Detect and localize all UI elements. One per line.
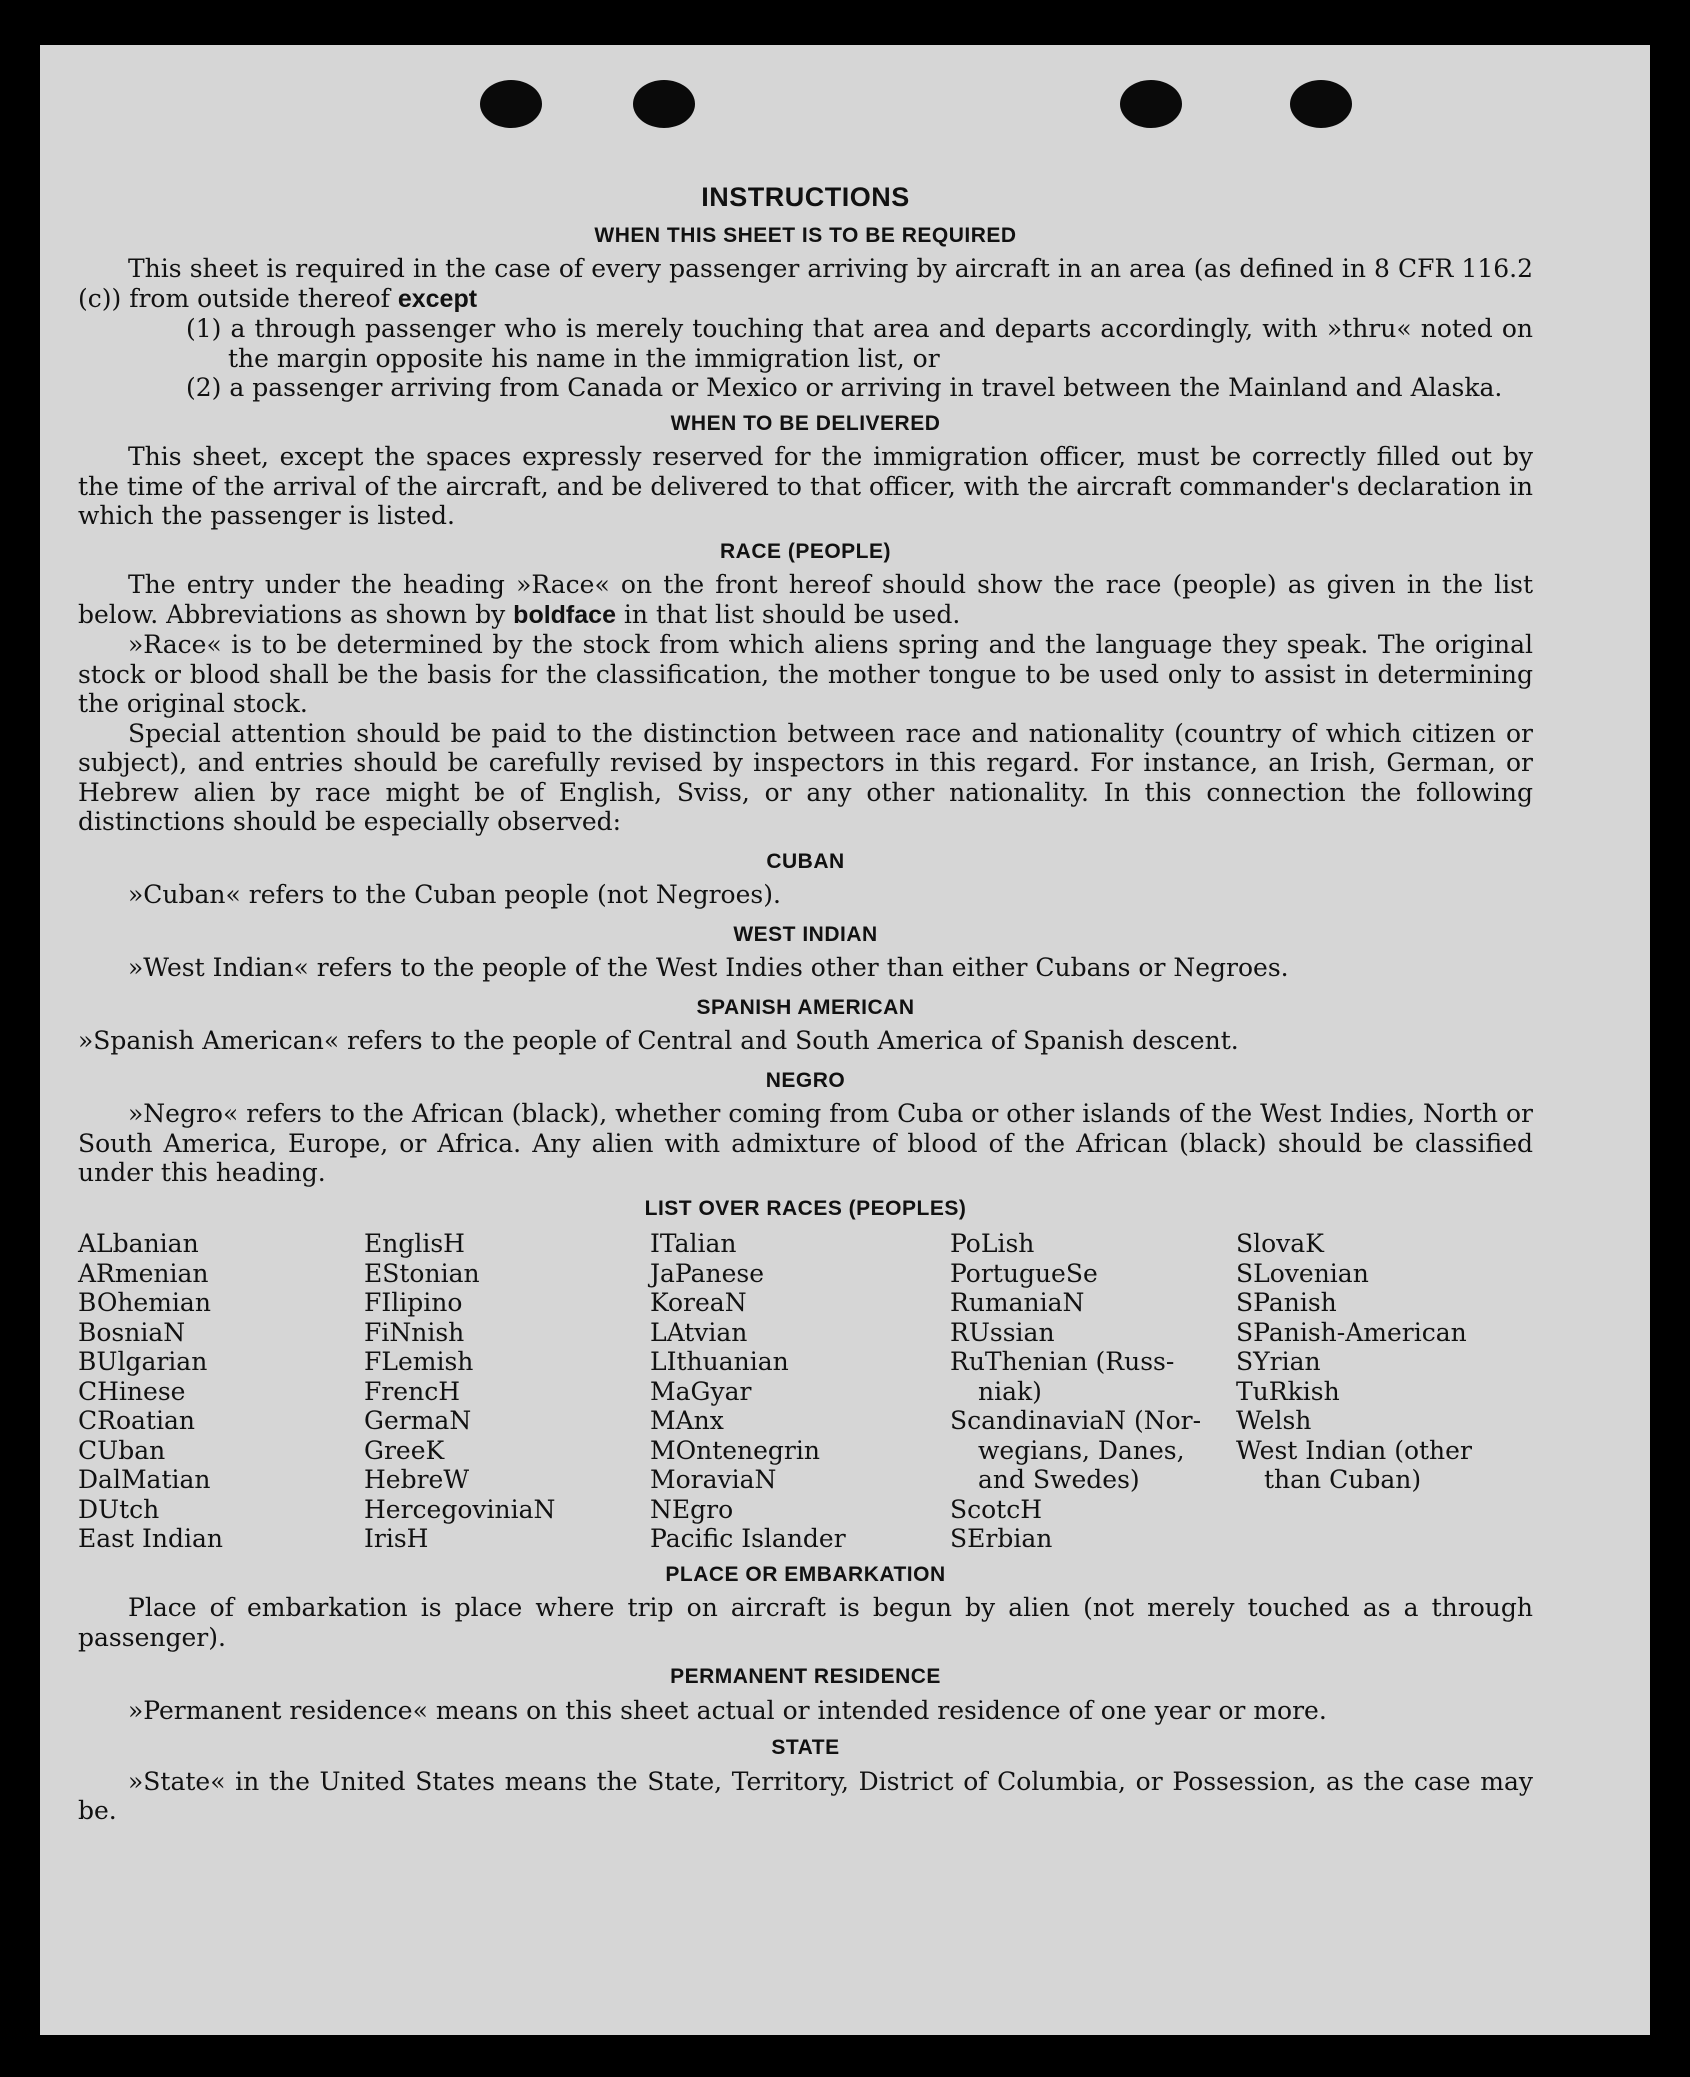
race-item: Pacific Islander <box>650 1524 846 1553</box>
punch-hole <box>1120 80 1182 128</box>
section-heading-state: STATE <box>771 1736 840 1759</box>
race-column-1 <box>78 1229 364 1554</box>
race-list <box>78 1229 1533 1554</box>
race-item: MaGyar <box>650 1376 752 1406</box>
required-item-2: (2) a passenger arriving from Canada or Mexico or arriving in travel between the Mainland and Alaska. <box>186 373 1503 402</box>
section-heading-delivered: WHEN TO BE DELIVERED <box>670 411 941 435</box>
race-item: CUban <box>78 1435 166 1465</box>
race-column-5 <box>1236 1229 1533 1554</box>
section-heading-embarkation: PLACE OR EMBARKATION <box>665 1562 946 1586</box>
race-item: FrencH <box>364 1376 460 1406</box>
race-item: KoreaN <box>650 1288 747 1317</box>
race-item: EStonian <box>364 1258 480 1288</box>
race-item: HercegoviniaN <box>364 1494 556 1524</box>
race-item: FiNnish <box>364 1317 465 1347</box>
section-heading-race: RACE (PEOPLE) <box>719 539 891 563</box>
race-item: FLemish <box>364 1347 474 1376</box>
race-item: ALbanian <box>78 1229 199 1258</box>
race-item: niak) <box>978 1376 1042 1406</box>
race-item: RumaniaN <box>950 1288 1085 1317</box>
section-heading-residence: PERMANENT RESIDENCE <box>670 1665 941 1688</box>
section-heading-cuban: CUBAN <box>766 849 845 873</box>
race-item: LAtvian <box>650 1317 748 1347</box>
negro-text: »Negro« refers to the African (black), whether coming from Cuba or other islands of the West Indies, North or South America, Europe, or Africa. Any alien with admixture of blood of the African (black) should be classified under this heading. <box>78 1099 1533 1187</box>
race-item: CRoatian <box>78 1406 195 1435</box>
race-item: DUtch <box>78 1494 160 1524</box>
section-heading-required: WHEN THIS SHEET IS TO BE REQUIRED <box>594 223 1017 247</box>
race-item: BosniaN <box>78 1317 186 1347</box>
residence-text: »Permanent residence« means on this sheet actual or intended residence of one year or more. <box>128 1695 1327 1725</box>
instructions-content <box>78 177 1533 1826</box>
race-paragraph-2: »Race« is to be determined by the stock from which aliens spring and the language they speak. The original stock or blood shall be the basis for the classification, the mother tongue to be used only to assist in determining the original stock. <box>78 630 1533 718</box>
punch-hole <box>480 80 542 128</box>
race-item: IrisH <box>364 1524 429 1553</box>
race-item: SLovenian <box>1236 1258 1369 1288</box>
race-item: wegians, Danes, <box>978 1435 1185 1465</box>
race-item: SErbian <box>950 1524 1053 1553</box>
embarkation-text: Place of embarkation is place where trip on aircraft is begun by alien (not merely touched as a through passenger). <box>78 1593 1533 1652</box>
race-item: MAnx <box>650 1406 724 1435</box>
punch-hole <box>1290 80 1352 128</box>
west-indian-text: »West Indian« refers to the people of the West Indies other than either Cubans or Negroes. <box>128 953 1289 982</box>
race-item: GreeK <box>364 1435 445 1465</box>
race-item: ScotcH <box>950 1494 1043 1524</box>
state-text: »State« in the United States means the State, Territory, District of Columbia, or Possession, as the case may be. <box>78 1766 1533 1825</box>
delivered-text: This sheet, except the spaces expressly reserved for the immigration officer, must be correctly filled out by the time of the arrival of the aircraft, and be delivered to that officer, with the aircraft commander's declaration in which the passenger is listed. <box>78 442 1533 530</box>
race-column-4 <box>950 1229 1236 1554</box>
race-paragraph-3: Special attention should be paid to the distinction between race and nationality (country of which citizen or subject), and entries should be carefully revised by inspectors in this regard. For instance, an Irish, German, or Hebrew alien by race might be of English, Sviss, or any other nationality. In this connection the following distinctions should be especially observed: <box>78 718 1533 836</box>
required-intro: This sheet is required in the case of every passenger arriving by aircraft in an area (as defined in 8 CFR 116.2 (c)) from outside thereof except <box>78 254 1533 313</box>
race-item: TuRkish <box>1236 1376 1340 1406</box>
race-item: BUlgarian <box>78 1347 208 1376</box>
race-item: LIthuanian <box>650 1347 789 1376</box>
race-item: GermaN <box>364 1406 472 1435</box>
cuban-text: »Cuban« refers to the Cuban people (not Negroes). <box>128 880 781 909</box>
spanish-american-text: »Spanish American« refers to the people of Central and South America of Spanish descent. <box>78 1026 1239 1055</box>
race-column-3 <box>650 1229 950 1554</box>
race-item: SYrian <box>1236 1347 1321 1376</box>
race-paragraph-1: The entry under the heading »Race« on the front hereof should show the race (people) as given in the list below. Abbreviations as shown by boldface in that list should be used. <box>78 570 1533 629</box>
required-item-1: (1) a through passenger who is merely touching that area and departs accordingly, with »thru« noted on the margin opposite his name in the immigration list, or <box>186 314 1533 373</box>
race-item: NEgro <box>650 1494 734 1524</box>
race-item: SlovaK <box>1236 1229 1324 1258</box>
race-column-2 <box>364 1229 650 1554</box>
race-item: PoLish <box>950 1229 1035 1258</box>
race-item: MOntenegrin <box>650 1435 820 1465</box>
race-item: SPanish <box>1236 1288 1337 1317</box>
race-item: ITalian <box>650 1229 737 1258</box>
race-item: SPanish-American <box>1236 1317 1467 1347</box>
race-item: West Indian (other <box>1236 1435 1472 1465</box>
race-item: RuThenian (Russ- <box>950 1347 1175 1376</box>
race-item: ScandinaviaN (Nor- <box>950 1406 1202 1435</box>
race-item: JaPanese <box>650 1258 765 1288</box>
race-item: Welsh <box>1236 1406 1312 1435</box>
page-title: INSTRUCTIONS <box>701 182 910 212</box>
race-item: FIlipino <box>364 1288 463 1317</box>
race-item: and Swedes) <box>978 1465 1140 1494</box>
punch-hole <box>633 80 695 128</box>
section-heading-spanish-american: SPANISH AMERICAN <box>696 995 915 1019</box>
race-item: PortugueSe <box>950 1258 1098 1288</box>
section-heading-negro: NEGRO <box>765 1068 846 1092</box>
race-item: EnglisH <box>364 1229 465 1258</box>
race-item: DalMatian <box>78 1465 211 1494</box>
race-item: BOhemian <box>78 1288 211 1317</box>
race-item: than Cuban) <box>1264 1465 1422 1494</box>
section-heading-west-indian: WEST INDIAN <box>733 922 878 946</box>
race-item: MoraviaN <box>650 1465 777 1494</box>
document-page <box>40 45 1650 2035</box>
race-item: HebreW <box>364 1465 470 1494</box>
race-item: RUssian <box>950 1317 1055 1347</box>
section-heading-list: LIST OVER RACES (PEOPLES) <box>644 1196 967 1220</box>
race-item: ARmenian <box>78 1258 209 1288</box>
race-item: CHinese <box>78 1376 186 1406</box>
race-item: East Indian <box>78 1524 223 1553</box>
